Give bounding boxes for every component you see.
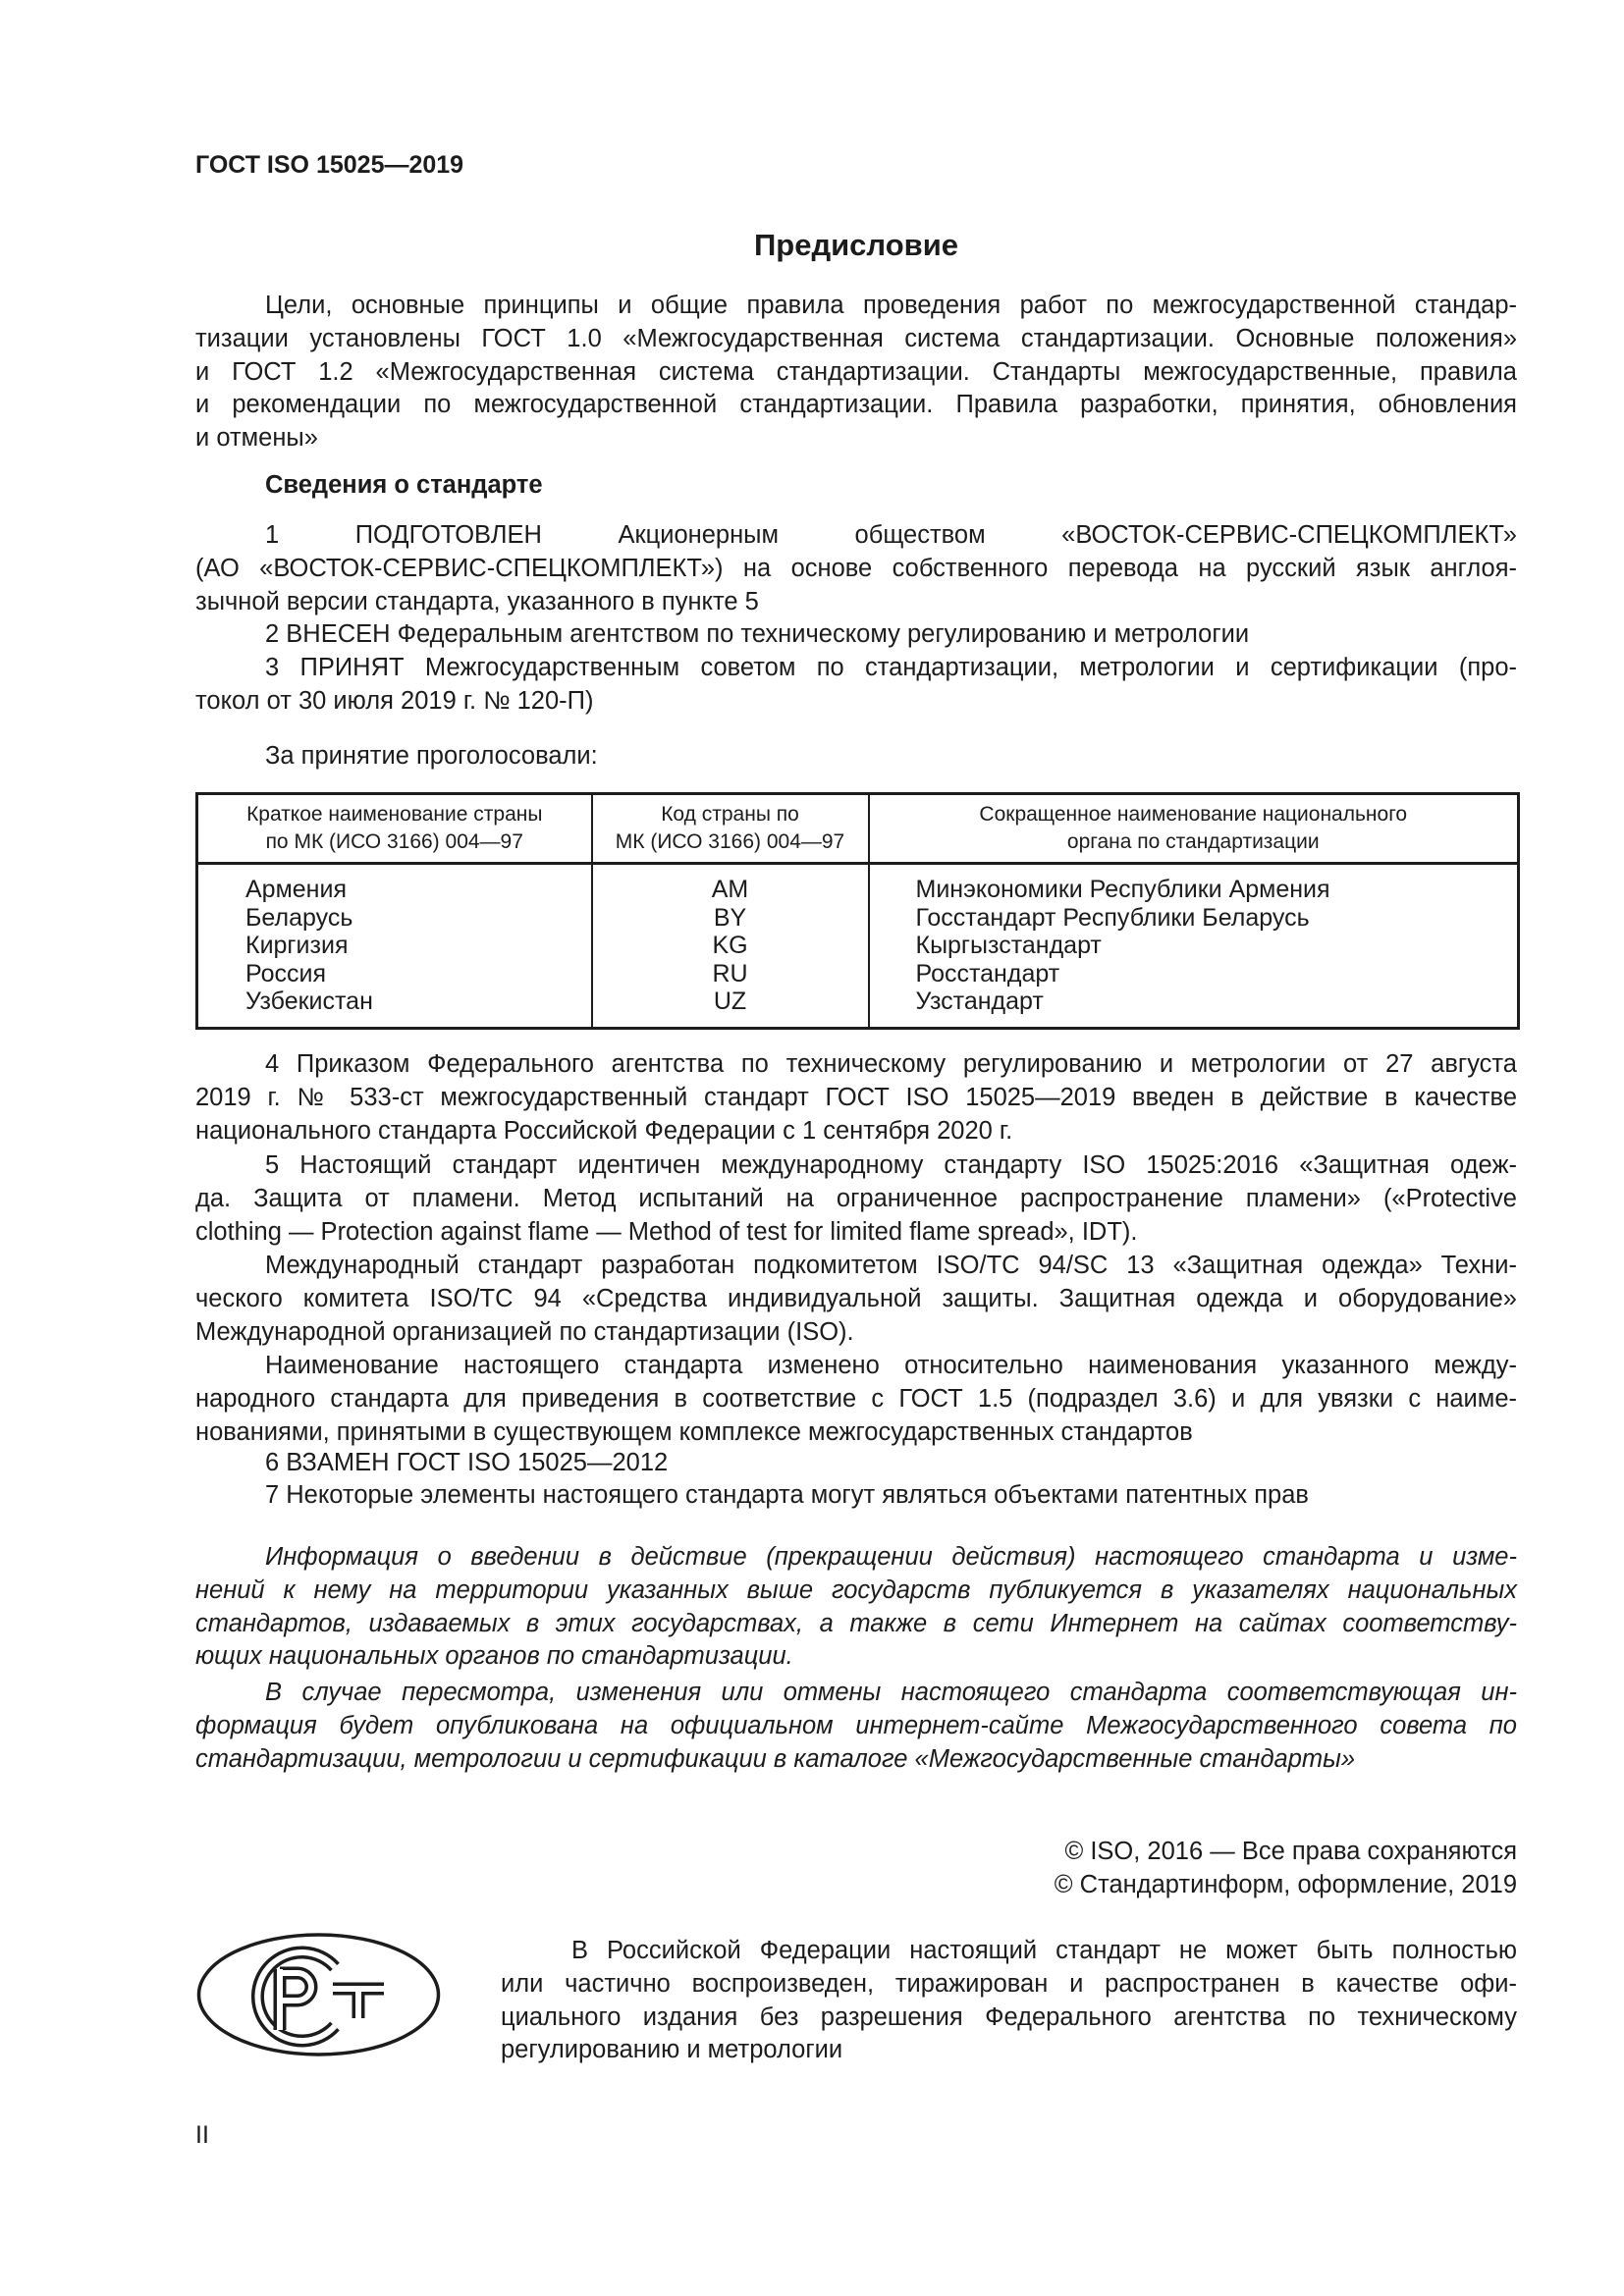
text-line: В случае пересмотра, изменения или отмены настоящего стандарта соответствующая ин- (265, 1679, 1517, 1706)
header-line: Краткое наименование страны (246, 803, 543, 826)
naming-paragraph (195, 1350, 1517, 1449)
text-line: нений к нему на территории указанных выше государств публикуется в указателях национальных (195, 1575, 1517, 1604)
voting-table (195, 792, 1520, 1030)
table-body (197, 864, 1519, 1029)
text-line: формация будет опубликована на официальном интернет-сайте Межгосударственного совета по (195, 1711, 1517, 1739)
text-line: Наименование настоящего стандарта изменено относительно наименования указанного между- (265, 1352, 1517, 1379)
text-line: ческого комитета ISO/TC 94 «Средства индивидуальной защиты. Защитная одежда и оборудование» (195, 1284, 1517, 1312)
text-line: и отмены» (195, 424, 318, 452)
revision-italic-paragraph (195, 1677, 1517, 1776)
text-line: токол от 30 июля 2019 г. № 120-П) (195, 686, 594, 715)
reproduction-notice (501, 1935, 1517, 2067)
text-line: clothing — Protection against flame — Method of test for limited flame spread», IDT). (195, 1217, 1138, 1246)
intro-paragraph (195, 290, 1517, 455)
item-4-paragraph (195, 1048, 1517, 1148)
country-name-cell: Беларусь (197, 904, 592, 933)
text-line: тизации установлены ГОСТ 1.0 «Межгосударственная система стандартизации. Основные положения» (195, 324, 1517, 352)
text-line: стандартов, издаваемых в этих государствах, а также в сети Интернет на сайтах соответству- (195, 1609, 1517, 1637)
table-row (197, 904, 1519, 933)
country-code-cell: RU (592, 960, 869, 988)
item-6-paragraph (195, 1447, 1517, 1480)
copyright-block (195, 1836, 1517, 1902)
country-name-cell: Армения (197, 864, 592, 904)
page-number: II (195, 2121, 209, 2149)
text-line: и рекомендации по межгосударственной стандартизации. Правила разработки, принятия, обновления (195, 391, 1517, 419)
text-line: Международной организацией по стандартизации (ISO). (195, 1317, 854, 1346)
text-line: Международный стандарт разработан подкомитетом ISO/TC 94/SC 13 «Защитная одежда» Техни- (265, 1252, 1517, 1279)
text-line: да. Защита от пламени. Метод испытаний на ограниченное распространение пламени» («Protective (195, 1184, 1517, 1212)
text-line: циального издания без разрешения Федерального агентства по техническому (501, 2002, 1517, 2031)
header-line: органа по стандартизации (1066, 830, 1320, 853)
country-code-cell: KG (592, 932, 869, 960)
text-line: стандартизации, метрологии и сертификации в каталоге «Межгосударственные стандарты» (195, 1744, 1356, 1773)
text-line: и ГОСТ 1.2 «Межгосударственная система стандартизации. Стандарты межгосударственные, правила (195, 357, 1517, 386)
country-name-cell: Россия (197, 960, 592, 988)
national-body-cell: Кыргызстандарт (915, 932, 1102, 959)
country-name-cell: Киргизия (197, 932, 592, 960)
text-line: © Стандартинформ, оформление, 2019 (1054, 1870, 1517, 1898)
text-line: Цели, основные принципы и общие правила проведения работ по межгосударственной стандар- (265, 292, 1517, 319)
item-1-paragraph (195, 519, 1517, 618)
table-row (197, 960, 1519, 988)
voted-caption (195, 740, 1517, 774)
text-line: 2019 г. № 533-ст межгосударственный стандарт ГОСТ ISO 15025—2019 введен в действие в качестве (195, 1083, 1517, 1111)
info-italic-paragraph (195, 1541, 1517, 1674)
document-id: ГОСТ ISO 15025—2019 (195, 151, 464, 179)
table-header-row (197, 794, 1519, 864)
text-line: © ISO, 2016 — Все права сохраняются (1064, 1838, 1517, 1865)
header-line: Код страны по (661, 803, 799, 826)
header-line: по МК (ИСО 3166) 004—97 (265, 830, 523, 853)
table-row (197, 932, 1519, 960)
item-2-paragraph (195, 618, 1517, 652)
table-row (197, 864, 1519, 904)
text-line: или частично воспроизведен, тиражирован и распространен в качестве офи- (501, 1969, 1517, 1998)
text-line: 4 Приказом Федерального агентства по техническому регулированию и метрологии от 27 августа (265, 1050, 1517, 1078)
text-line: 2 ВНЕСЕН Федеральным агентством по техническому регулированию и метрологии (265, 620, 1250, 648)
country-code-cell: AM (592, 864, 869, 904)
rst-logo-icon (195, 1932, 442, 2057)
column-header-country-name (197, 794, 592, 864)
text-line: В Российской Федерации настоящий стандарт не может быть полностью (571, 1937, 1517, 1964)
item-3-paragraph (195, 652, 1517, 719)
text-line: Информация о введении в действие (прекращении действия) настоящего стандарта и изме- (265, 1543, 1517, 1571)
column-header-national-body (869, 794, 1519, 864)
text-line: 1 ПОДГОТОВЛЕН Акционерным обществом «ВОСТОК-СЕРВИС-СПЕЦКОМПЛЕКТ» (265, 521, 1517, 549)
item-5-paragraph (195, 1149, 1517, 1249)
national-body-cell: Росстандарт (915, 959, 1060, 988)
item-7-paragraph (195, 1479, 1517, 1513)
national-body-cell: Минэкономики Республики Армения (915, 876, 1330, 903)
column-header-country-code (592, 794, 869, 864)
national-body-cell: Госстандарт Республики Беларусь (915, 903, 1310, 932)
text-line: (АО «ВОСТОК-СЕРВИС-СПЕЦКОМПЛЕКТ») на основе собственного перевода на русский язык англоя- (195, 554, 1517, 582)
text-line: национального стандарта Российской Федерации с 1 сентября 2020 г. (195, 1116, 1013, 1145)
country-name-cell: Узбекистан (197, 988, 592, 1028)
text-line: нованиями, принятыми в существующем комплексе межгосударственных стандартов (195, 1417, 1193, 1446)
country-code-cell: BY (592, 904, 869, 933)
text-line: Сведения о стандарте (265, 471, 543, 499)
text-line: 5 Настоящий стандарт идентичен международному стандарту ISO 15025:2016 «Защитная одеж- (265, 1151, 1517, 1179)
header-line: Сокращенное наименование национального (979, 803, 1408, 826)
text-line: народного стандарта для приведения в соответствие с ГОСТ 1.5 (подраздел 3.6) и для увязки с наиме- (195, 1384, 1517, 1413)
country-code-cell: UZ (592, 988, 869, 1028)
iso-committee-paragraph (195, 1250, 1517, 1349)
text-line: регулированию и метрологии (501, 2036, 843, 2064)
text-line: 3 ПРИНЯТ Межгосударственным советом по стандартизации, метрологии и сертификации (про- (265, 654, 1517, 681)
text-line: 7 Некоторые элементы настоящего стандарта могут являться объектами патентных прав (265, 1481, 1309, 1509)
text-line: зычной версии стандарта, указанного в пункте 5 (195, 587, 759, 615)
page-title: Предисловие (753, 228, 958, 262)
header-line: МК (ИСО 3166) 004—97 (615, 830, 845, 853)
section-heading (195, 469, 1517, 503)
text-line: За принятие проголосовали: (265, 742, 598, 770)
table-row (197, 988, 1519, 1028)
text-line: 6 ВЗАМЕН ГОСТ ISO 15025—2012 (265, 1449, 669, 1476)
national-body-cell: Узстандарт (915, 988, 1044, 1015)
text-line: ющих национальных органов по стандартизации. (195, 1642, 793, 1671)
